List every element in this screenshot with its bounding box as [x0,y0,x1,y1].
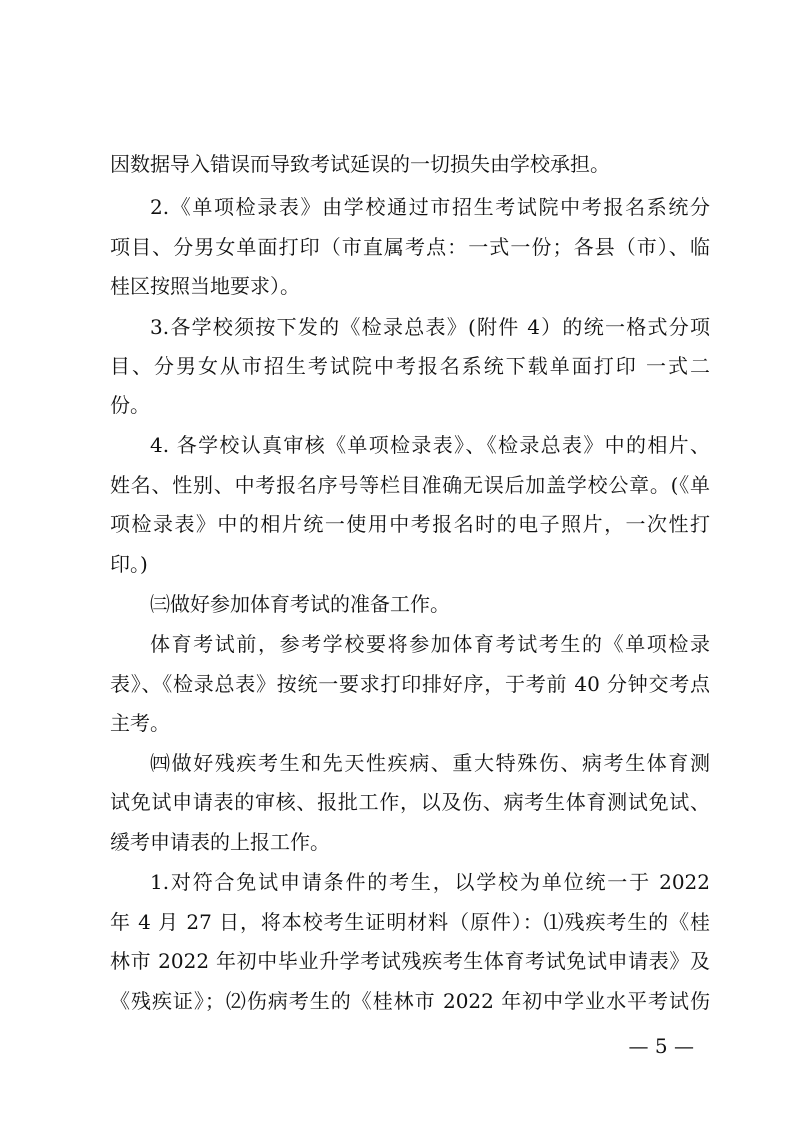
text-line: 桂区按照当地要求）。 [110,274,300,298]
text-line: 项目、分男女单面打印（市直属考点：一式一份；各县（市）、临 [110,235,710,259]
text-line: 4. 各学校认真审核《单项检录表》、《检录总表》中的相片、 [150,433,710,457]
text-line: 印。) [110,552,148,576]
text-line: 试免试申请表的审核、报批工作，以及伤、病考生体育测试免试、 [110,790,710,814]
text-line: 因数据导入错误而导致考试延误的一切损失由学校承担。 [110,152,610,176]
text-line: 姓名、性别、中考报名序号等栏目准确无误后加盖学校公章。(《单 [110,473,710,497]
text-line: 《残疾证》；⑵伤病考生的《桂林市 2022 年初中学业水平考试伤 [110,989,710,1013]
text-line: 主考。 [110,711,170,735]
text-line: 目、分男女从市招生考试院中考报名系统下载单面打印 一式二 [110,354,710,378]
text-line: 体育考试前，参考学校要将参加体育考试考生的《单项检录 [150,632,710,656]
text-line: 2.《单项检录表》由学校通过市招生考试院中考报名系统分 [150,195,710,219]
text-line: 1.对符合免试申请条件的考生，以学校为单位统一于 2022 [150,870,710,894]
text-line: 林市 2022 年初中毕业升学考试残疾考生体育考试免试申请表》及 [110,949,710,973]
section-heading: ㈢做好参加体育考试的准备工作。 [150,592,450,616]
text-line: 缓考申请表的上报工作。 [110,830,330,854]
text-line: 份。 [110,393,150,417]
page-number: — 5 — [628,1034,694,1058]
text-line: 年 4 月 27 日，将本校考生证明材料（原件）：⑴残疾考生的《桂 [110,910,710,934]
section-heading: ㈣做好残疾考生和先天性疾病、重大特殊伤、病考生体育测 [150,751,710,775]
text-line: 3.各学校须按下发的《检录总表》(附件 4）的统一格式分项 [150,315,710,339]
text-line: 项检录表》中的相片统一使用中考报名时的电子照片，一次性打 [110,512,710,536]
text-line: 表》、《检录总表》按统一要求打印排好序，于考前 40 分钟交考点 [110,672,710,696]
